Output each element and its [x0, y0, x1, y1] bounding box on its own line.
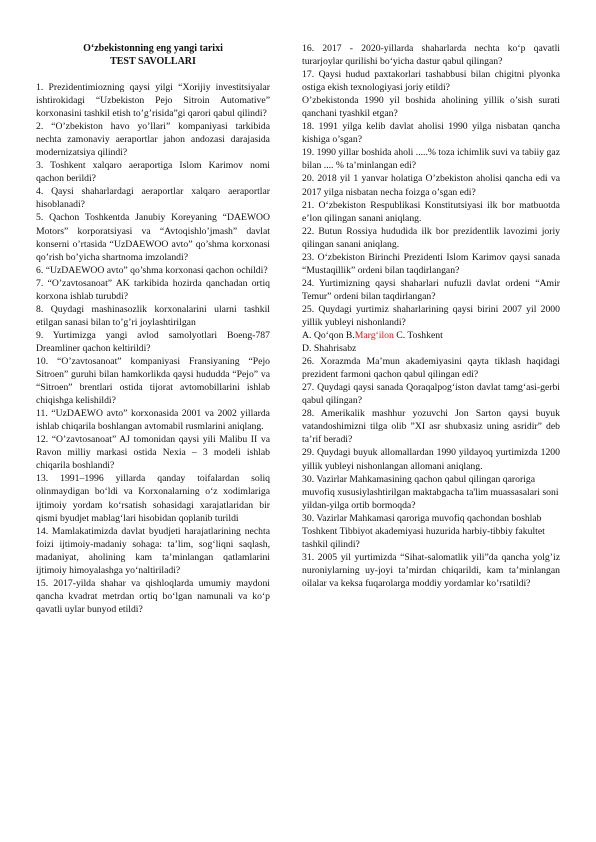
question-24: 24. Yurtimizning qaysi shaharlari nufuzli davlat ordeni “Amir Temur” ordeni bilan taqdirlangan?: [302, 277, 560, 302]
question-29: 29. Quydagi buyuk allomallardan 1990 yildayoq yurtimizda 1200 yillik yubleyi nishonlangan allomani aniqlang.: [302, 447, 560, 472]
question-5: 5. Qachon Toshkentda Janubiy Koreyaning “DAEWOO Motors” korporatsiyasi va “Avtoqishlo’jmash” davlat konserni o’rtasida “UzDAEWOO avto” qo’shma korxonasi qo’rish bo’yicha shartnoma imzolandi?: [36, 212, 270, 263]
question-23: 23. O‘zbekiston Birinchi Prezidenti Islom Karimov qaysi sanada “Mustaqillik” ordeni bilan taqdirlangan?: [302, 251, 560, 276]
question-9: 9. Yurtimizga yangi avlod samolyotlari Boeng-787 Dreamliner qachon keltirildi?: [36, 329, 270, 354]
left-column: [36, 42, 270, 616]
question-6: 6. “UzDAEWOO avto” qo’shma korxonasi qachon ochildi?: [36, 264, 268, 276]
document-title: O‘zbekistonning eng yangi tarixi: [83, 43, 223, 54]
question-13: 13. 1991–1996 yillarda qanday toifalardan soliq olinmaydigan bo‘ldi va Korxonalarning o‘z xodimlariga ijtimoiy yordam ko‘rsatish sohasidagi xarajatlaridan bir qismi byudjet mablag‘lari hisobidan qoplanib turildi: [36, 473, 270, 524]
question-1: 1. Prezidentimiozning qaysi yilgi “Xorijiy investitsiyalar ishtirokidagi “Uzbekiston Pejo Sitroin Automative” korxonasini tashkil etish to’g’risida”gi qarori qabul qilindi?: [36, 82, 270, 120]
question-15: 15. 2017-yilda shahar va qishloqlarda umumiy maydoni qancha kvadrat metrdan ortiq bo‘lgan namunali va ko‘p qavatli uylar bunyod etildi?: [36, 577, 270, 615]
question-10: 10. “O’zavtosanoat” kompaniyasi Fransiyaning “Pejo Sitroen” guruhi bilan hamkorlikda qaysi hududda “Pejo” va “Sitroen” brentlari ostida tijorat avtomobillarini ishlab chiqishga kelishildi?: [36, 355, 270, 407]
question-7: 7. “O’zavtosanoat” AK tarkibida hozirda qanchadan ortiq korxona ishlab turubdi?: [36, 277, 270, 302]
question-25: 25. Quydagi yurtimiz shaharlarining qaysi birini 2007 yil 2000 yillik yubleyi nishonlandi?: [302, 303, 560, 328]
question-14: 14. Mamlakatimizda davlat byudjeti harajatlarining nechta foizi ijtimoiy-madaniy sohaga: ta’lim, sog‘liqni saqlash, madaniyat, aholining kam ta’minlangan qatlamlarini ijtimoiy himoyalashga yo‘naltiriladi?: [36, 525, 270, 576]
question-26: 26. Xorazmda Ma’mun akademiyasini qayta tiklash haqidagi prezident farmoni qachon qabul qilingan edi?: [302, 356, 560, 381]
question-28: 28. Amerikalik mashhur yozuvchi Jon Sarton qaysi buyuk vatandoshimizni tilga olib ”XI asr shubxasiz uning asridir” deb ta’rif beradi?: [302, 408, 560, 446]
question-17: 17. Qaysi hudud paxtakorlari tashabbusi bilan chigitni plyonka ostiga ekish texnologiyasi joriy etildi?: [302, 69, 560, 94]
question-16: 16. 2017 - 2020-yillarda shaharlarda nechta ko‘p qavatli turarjoylar qurilishi bo‘yicha dastur qabul qilingan?: [302, 43, 560, 68]
question-11: 11. “UzDAEWO avto” korxonasida 2001 va 2002 yillarda ishlab chiqarila boshlangan avtomabil rusmlarini aniqlang.: [36, 408, 270, 433]
option-a: A. Qo‘qon: [302, 330, 344, 342]
option-c: C. Toshkent: [396, 330, 443, 342]
question-12: 12. “O’zavtosanoat” AJ tomonidan qaysi yili Malibu II va Ravon milliy markasi ostida Nexia – 3 modeli ishlab chiqarila boshlandi?: [36, 434, 270, 472]
question-30a: 30. Vazirlar Mahkamasining qachon qabul qilingan qaroriga muvofiq xususiylashtirilgan maktabgacha ta'lim muassasalari soni yildan-yilga ortib bormoqda?: [302, 473, 559, 511]
question-population-growth: O’zbekistonda 1990 yil boshida aholining yillik o’sish surati qanchani tyashkil etgan?: [302, 95, 560, 120]
question-18: 18. 1991 yilga kelib davlat aholisi 1990 yilga nisbatan qancha kishiga o’sgan?: [302, 121, 560, 146]
answer-options-25: [302, 329, 560, 342]
question-27: 27. Quydagi qaysi sanada Qoraqalpog‘iston davlat tamg‘asi-gerbi qabul qilingan?: [302, 382, 560, 407]
option-b-highlight: Marg‘ilon: [354, 330, 394, 342]
document-subtitle: TEST SAVOLLARI: [110, 56, 196, 67]
question-31: 31. 2005 yil yurtimizda “Sihat-salomatlik yili”da qancha yolg’iz nuroniylarning uy-joyi ta’mirdan chiqarildi, kam ta’minlangan oilalar va keksa fuqarolarga moddiy yordamlar ko’rsatildi?: [302, 551, 560, 589]
question-21: 21. O‘zbekiston Respublikasi Konstitutsiyasi ilk bor matbuotda e’lon qilingan sanani aniqlang.: [302, 199, 560, 224]
question-3: 3. Toshkent xalqaro aeraportiga Islom Karimov nomi qachon berildi?: [36, 160, 270, 185]
question-8: 8. Quydagi mashinasozlik korxonalarini ularni tashkil etilgan sanasi bilan to’g’ri joylashtirilgan: [36, 303, 270, 328]
question-30b: 30. Vazirlar Mahkamasi qaroriga muvofiq qachondan boshlab Toshkent Tibbiyot akademiyasi huzurida harbiy-tibbiy fakultet tashkil qilindi?: [302, 512, 545, 550]
question-22: 22. Butun Rossiya hududida ilk bor prezidentlik lavozimi joriy qilingan sanani aniqlang.: [302, 225, 560, 250]
option-b: B.: [345, 330, 355, 342]
question-2: 2. “O’zbekiston havo yo’llari” kompaniyasi tarkibida nechta zamonaviy aeraportlar jahon andozasi darajasida modernizatsiya qilindi?: [36, 121, 270, 159]
question-19: 19. 1990 yillar boshida aholi .....% toza ichimlik suvi va tabiiy gaz bilan .... % ta’minlangan edi?: [302, 147, 560, 172]
option-d: D. Shahrisabz: [302, 343, 357, 355]
right-column: [302, 42, 560, 590]
question-4: 4. Qaysi shaharlardagi aeraportlar xalqaro aeraportlar hisoblanadi?: [36, 186, 270, 211]
question-20: 20. 2018 yil 1 yanvar holatiga O’zbekiston aholisi qancha edi va 2017 yilga nisbatan necha foizga o’sgan edi?: [302, 173, 560, 198]
